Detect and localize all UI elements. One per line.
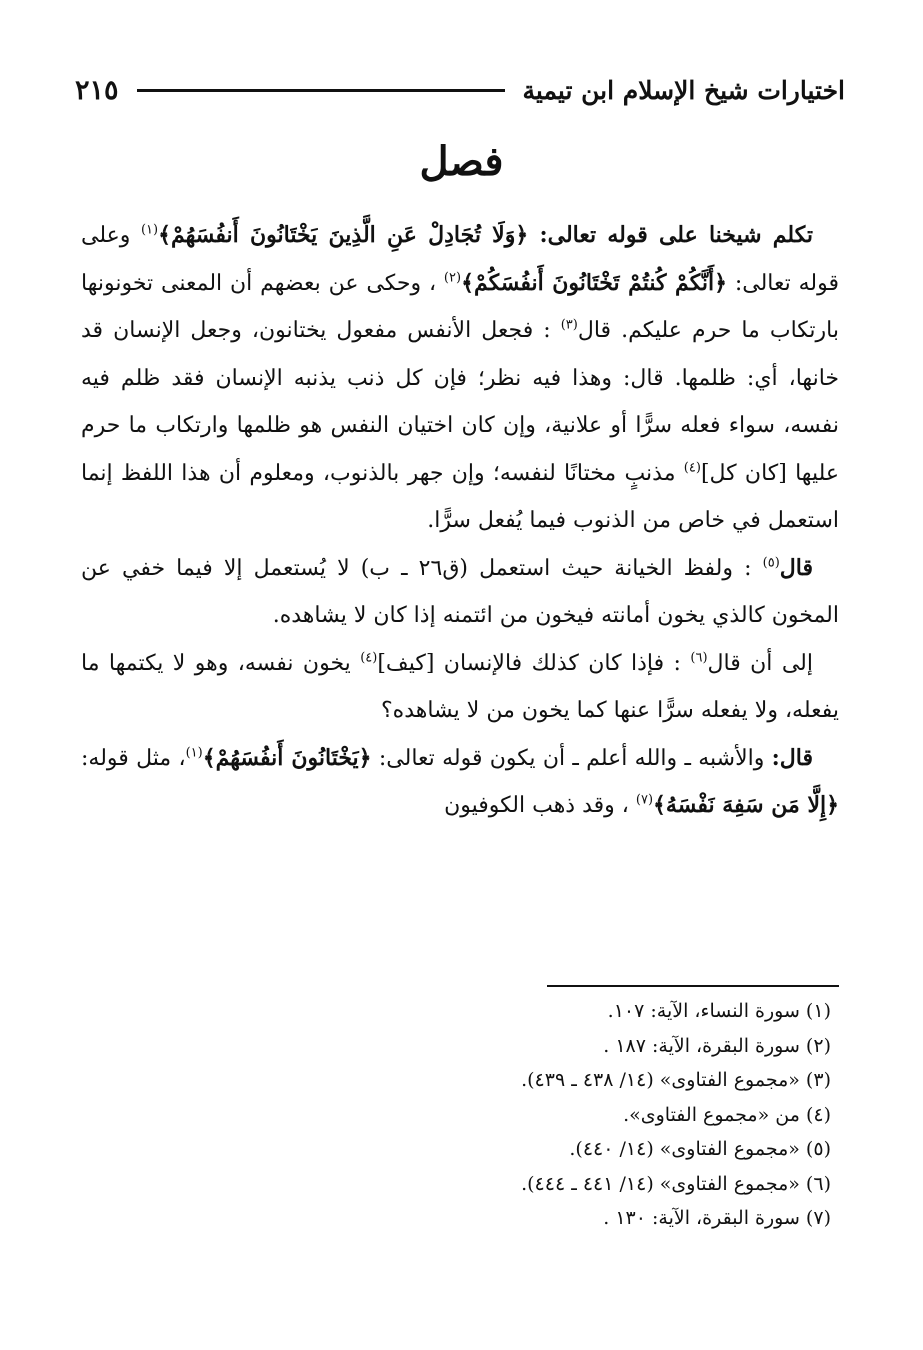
quran-verse: ﴿وَلَا تُجَادِلْ عَنِ الَّذِينَ يَخْتَانُونَ أَنفُسَهُمْ﴾ bbox=[158, 222, 529, 248]
p3-text: : فإذا كان كذلك فالإنسان [كيف] bbox=[377, 650, 691, 676]
quran-verse: ﴿يَخْتَانُونَ أَنفُسَهُمْ﴾ bbox=[202, 744, 372, 771]
p2-text: : ولفظ الخيانة حيث استعمل (ق٢٦ ـ ب) لا يُستعمل إلا فيما خفي عن المخون كالذي يخون أمانته فيخون من ائتمنه إذا كان لا يشاهده. bbox=[81, 555, 839, 628]
header-rule bbox=[137, 89, 505, 92]
paragraph-1 bbox=[81, 212, 839, 545]
footnotes-list bbox=[131, 994, 831, 1236]
footnote-item: (١) سورة النساء، الآية: ١٠٧. bbox=[607, 1000, 831, 1022]
page-header bbox=[75, 70, 845, 110]
footnote-item: (٥) «مجموع الفتاوى» (١٤/ ٤٤٠). bbox=[569, 1138, 831, 1160]
footnote-ref: (١) bbox=[185, 745, 203, 761]
paragraph-4 bbox=[81, 735, 839, 830]
running-title: اختيارات شيخ الإسلام ابن تيمية bbox=[522, 75, 845, 105]
p3-text: إلى أن قال bbox=[707, 650, 813, 676]
p4-text: ، مثل قوله: bbox=[81, 745, 186, 771]
footnote-ref: (٧) bbox=[635, 792, 654, 808]
footnote-ref: (١) bbox=[140, 222, 159, 238]
p1-intro: تكلم شيخنا على قوله تعالى: bbox=[528, 222, 813, 248]
footnote-ref: (٤) bbox=[360, 650, 378, 666]
quran-verse: ﴿إِلَّا مَن سَفِهَ نَفْسَهُ﴾ bbox=[653, 792, 839, 818]
page-number: ٢١٥ bbox=[75, 74, 119, 106]
footnote-item: (٧) سورة البقرة، الآية: ١٣٠ . bbox=[603, 1207, 831, 1229]
p4-text: ، وقد ذهب الكوفيون bbox=[444, 793, 636, 818]
p1-text: مذنبٍ مختانًا لنفسه؛ وإن جهر بالذنوب، ومعلوم أن هذا اللفظ إنما استعمل في خاص من الذنوب فيما يُفعل سرًّا. bbox=[81, 460, 839, 533]
footnote-ref: (٤) bbox=[683, 460, 701, 476]
p4-text: والأشبه ـ والله أعلم ـ أن يكون قوله تعالى: bbox=[371, 745, 772, 771]
p3-text: يخون نفسه، وهو لا يكتمها ما يفعله، ولا يفعله سرًّا عنها كما يخون من لا يشاهده؟ bbox=[81, 650, 839, 723]
p1-text: وعلى قوله تعالى: bbox=[81, 223, 839, 296]
footnote-separator bbox=[547, 985, 839, 987]
p2-lead: قال bbox=[779, 554, 813, 581]
body-text bbox=[81, 212, 839, 830]
paragraph-2 bbox=[81, 545, 839, 640]
p4-lead: قال: bbox=[771, 744, 813, 771]
p1-text: : فجعل الأنفس مفعول يختانون، وجعل الإنسان قد خانها، أي: ظلمها. قال: وهذا فيه نظر؛ فإن كل ذنب يذنبه الإنسان فقد ظلم فيه نفسه، سواء فعله سرًّا أو علانية، وإن كان اختيان النفس هو ظلمها وارتكاب ما حرم عليها [كان كل] bbox=[81, 318, 840, 486]
footnote-ref: (٦) bbox=[690, 650, 708, 666]
footnote-item: (٢) سورة البقرة، الآية: ١٨٧ . bbox=[603, 1034, 831, 1057]
footnote-item: (٤) من «مجموع الفتاوى». bbox=[623, 1103, 831, 1126]
quran-verse: ﴿أَنَّكُمْ كُنتُمْ تَخْتَانُونَ أَنفُسَكُمْ﴾ bbox=[461, 269, 727, 296]
footnote-ref: (٣) bbox=[560, 317, 578, 333]
p1-text: ، وحكى عن بعضهم أن المعنى تخونونها بارتكاب ما حرم عليكم. قال bbox=[81, 270, 839, 343]
footnote-item: (٦) «مجموع الفتاوى» (١٤/ ٤٤١ ـ ٤٤٤). bbox=[521, 1172, 831, 1195]
footnote-ref: (٥) bbox=[762, 555, 780, 571]
footnote-item: (٣) «مجموع الفتاوى» (١٤/ ٤٣٨ ـ ٤٣٩). bbox=[521, 1069, 831, 1091]
paragraph-3 bbox=[81, 640, 839, 735]
section-title: فصل bbox=[419, 138, 504, 185]
footnote-ref: (٢) bbox=[443, 270, 462, 286]
